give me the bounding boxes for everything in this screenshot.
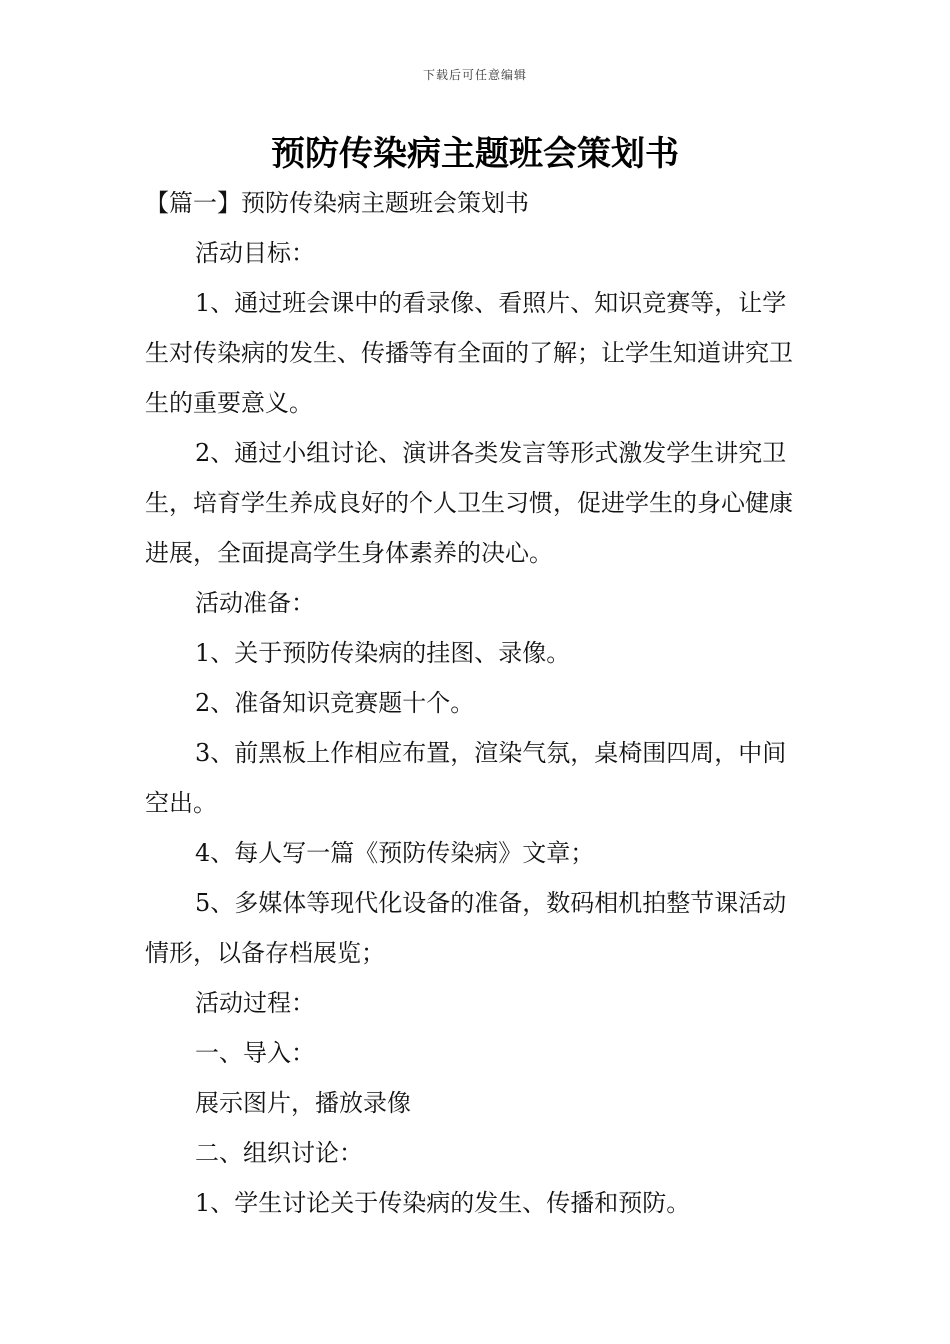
paragraph: 二、组织讨论： — [195, 1139, 363, 1167]
paragraph: 1、关于预防传染病的挂图、录像。 — [195, 639, 571, 667]
section-heading: 【篇一】预防传染病主题班会策划书 — [145, 189, 529, 217]
document-body — [145, 178, 810, 1228]
paragraph: 4、每人写一篇《预防传染病》文章； — [195, 839, 595, 867]
paragraph: 活动过程： — [195, 989, 315, 1017]
paragraph: 活动准备： — [195, 589, 315, 617]
paragraph: 2、通过小组讨论、演讲各类发言等形式激发学生讲究卫生，培育学生养成良好的个人卫生习惯，促进学生的身心健康进展，全面提高学生身体素养的决心。 — [145, 439, 793, 567]
header-note: 下载后可任意编辑 — [422, 68, 527, 82]
paragraph: 3、前黑板上作相应布置，渲染气氛，桌椅围四周，中间空出。 — [145, 739, 787, 817]
paragraph: 2、准备知识竞赛题十个。 — [195, 689, 475, 717]
paragraph: 1、通过班会课中的看录像、看照片、知识竞赛等，让学生对传染病的发生、传播等有全面的了解；让学生知道讲究卫生的重要意义。 — [145, 289, 793, 417]
paragraph: 1、学生讨论关于传染病的发生、传播和预防。 — [195, 1189, 691, 1217]
paragraph: 展示图片，播放录像 — [195, 1089, 411, 1117]
paragraph: 一、导入： — [195, 1039, 315, 1067]
paragraph: 5、多媒体等现代化设备的准备，数码相机拍整节课活动情形，以备存档展览； — [145, 889, 787, 967]
document-title: 预防传染病主题班会策划书 — [271, 134, 679, 174]
paragraph: 活动目标： — [195, 239, 315, 267]
